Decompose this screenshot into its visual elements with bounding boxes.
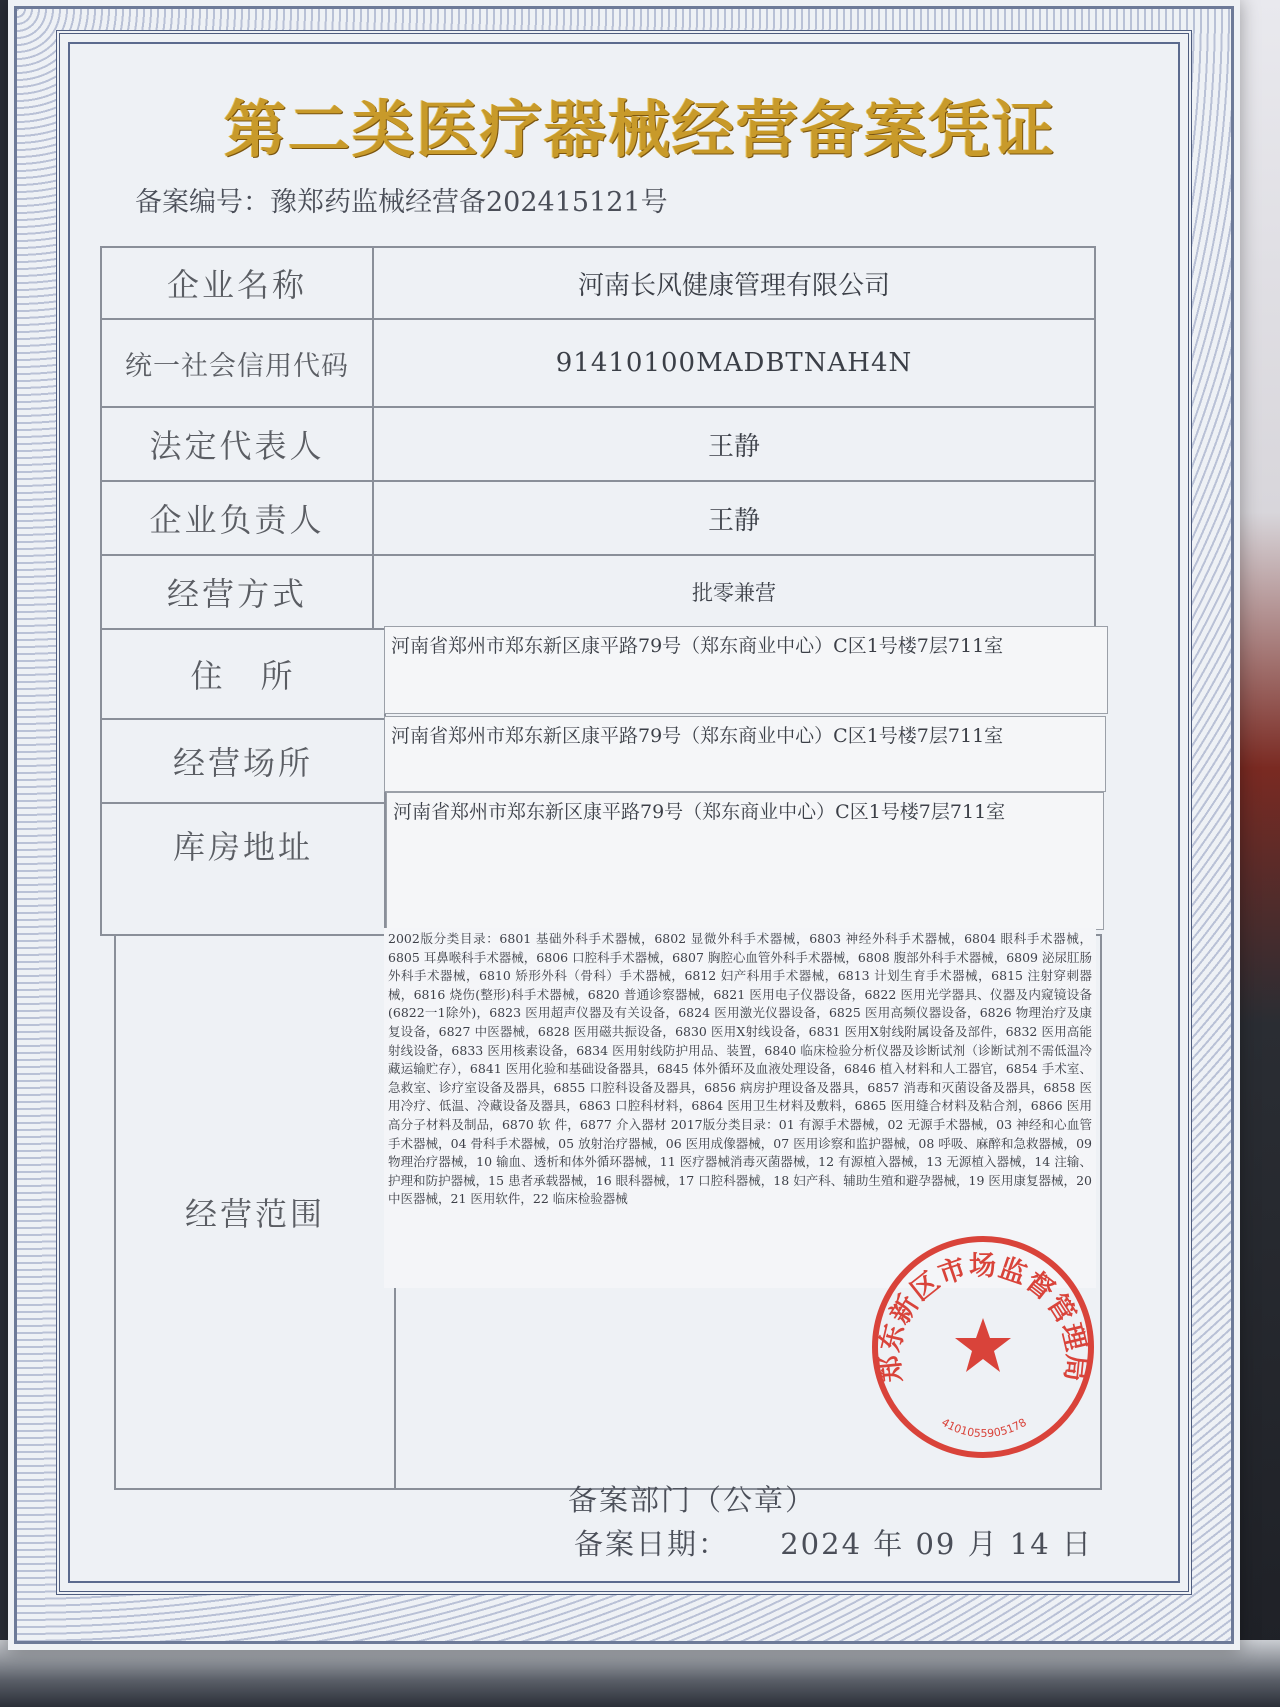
value-scope: 2002版分类目录：6801 基础外科手术器械，6802 显微外科手术器械，6803 神经外科手术器械，6804 眼科手术器械，6805 耳鼻喉科手术器械，6806 口腔科手术器械，6807 胸腔心血管外科手术器械，6808 腹部外科手术器械，6809 泌尿肛肠外科手术器械，6810 矫形外科（骨科）手术器械，6812 妇产科用手术器械，6813 计划生育手术器械，6815 注射穿刺器械，6816 烧伤(整形)科手术器械，6820 普通诊察器械，6821 医用电子仪器设备，6822 医用光学器具、仪器及内窥镜设备(6822一1除外)，6823 医用超声仪器及有关设备，6824 医用激光仪器设备，6825 医用高频仪器设备，6826 物理治疗及康复设备，6827 中医器械，6828 医用磁共振设备，6830 医用X射线设备，6831 医用X射线附属设备及部件，6832 医用高能射线设备，6833 医用核素设备，6834 医用射线防护用品、装置，6840 临床检验分析仪器及诊断试剂（诊断试剂不需低温冷藏运输贮存），6841 医用化验和基础设备器具，6845 体外循环及血液处理设备，6846 植入材料和人工器官，6854 手术室、急救室、诊疗室设备及器具，6855 口腔科设备及器具，6856 病房护理设备及器具，6857 消毒和灭菌设备及器具，6858 医用冷疗、低温、冷藏设备及器具，6863 口腔科材料，6864 医用卫生材料及敷料，6865 医用缝合材料及粘合剂，6866 医用高分子材料及制品，6870 软 件，6877 介入器材 2017版分类目录：01 有源手术器械，02 无源手术器械，03 神经和心血管手术器械，04 骨科手术器械，05 放射治疗器械，06 医用成像器械，07 医用诊察和监护器械，08 呼吸、麻醉和急救器械，09 物理治疗器械，10 输血、透析和体外循环器械，11 医疗器械消毒灭菌器械，12 有源植入器械，13 无源植入器械，14 注输、护理和防护器械，15 患者承载器械，16 眼科器械，17 口腔科器械，18 妇产科、辅助生殖和避孕器械，19 医用康复器械，20 中医器械，21 医用软件，22 临床检验器械 [384, 928, 1096, 1288]
official-seal [868, 1232, 1098, 1462]
label-domicile: 住 所 [100, 628, 386, 720]
value-domicile: 河南省郑州市郑东新区康平路79号（郑东商业中心）C区1号楼7层711室 [384, 626, 1108, 714]
value-company-name: 河南长风健康管理有限公司 [372, 246, 1096, 320]
seal-text: 郑东新区市场监督管理局 [874, 1251, 1092, 1384]
label-premises: 经营场所 [100, 718, 386, 804]
value-mode: 批零兼营 [372, 554, 1096, 630]
label-mode: 经营方式 [100, 554, 374, 630]
value-warehouse: 河南省郑州市郑东新区康平路79号（郑东商业中心）C区1号楼7层711室 [386, 792, 1104, 930]
value-credit-code: 91410100MADBTNAH4N [372, 318, 1096, 408]
registration-label: 备案编号： [135, 187, 270, 218]
label-responsible: 企业负责人 [100, 480, 374, 556]
seal-code: 4101055905178 [939, 1415, 1029, 1441]
label-company-name: 企业名称 [100, 246, 374, 320]
label-scope: 经营范围 [114, 934, 396, 1490]
value-premises: 河南省郑州市郑东新区康平路79号（郑东商业中心）C区1号楼7层711室 [384, 716, 1106, 792]
certificate-title: 第二类医疗器械经营备案凭证 [223, 93, 1056, 166]
label-warehouse: 库房地址 [100, 802, 386, 936]
registration-number: 豫郑药监械经营备202415121号 [270, 187, 668, 218]
department-line: 备案部门（公章） [568, 1483, 817, 1517]
value-responsible: 王静 [372, 480, 1096, 556]
date-line [574, 1522, 1093, 1563]
date-value: 2024 年 09 月 14 日 [780, 1527, 1093, 1561]
date-label: 备案日期： [574, 1527, 730, 1561]
label-legal-rep: 法定代表人 [100, 406, 374, 482]
label-credit-code: 统一社会信用代码 [100, 318, 374, 408]
value-legal-rep: 王静 [372, 406, 1096, 482]
